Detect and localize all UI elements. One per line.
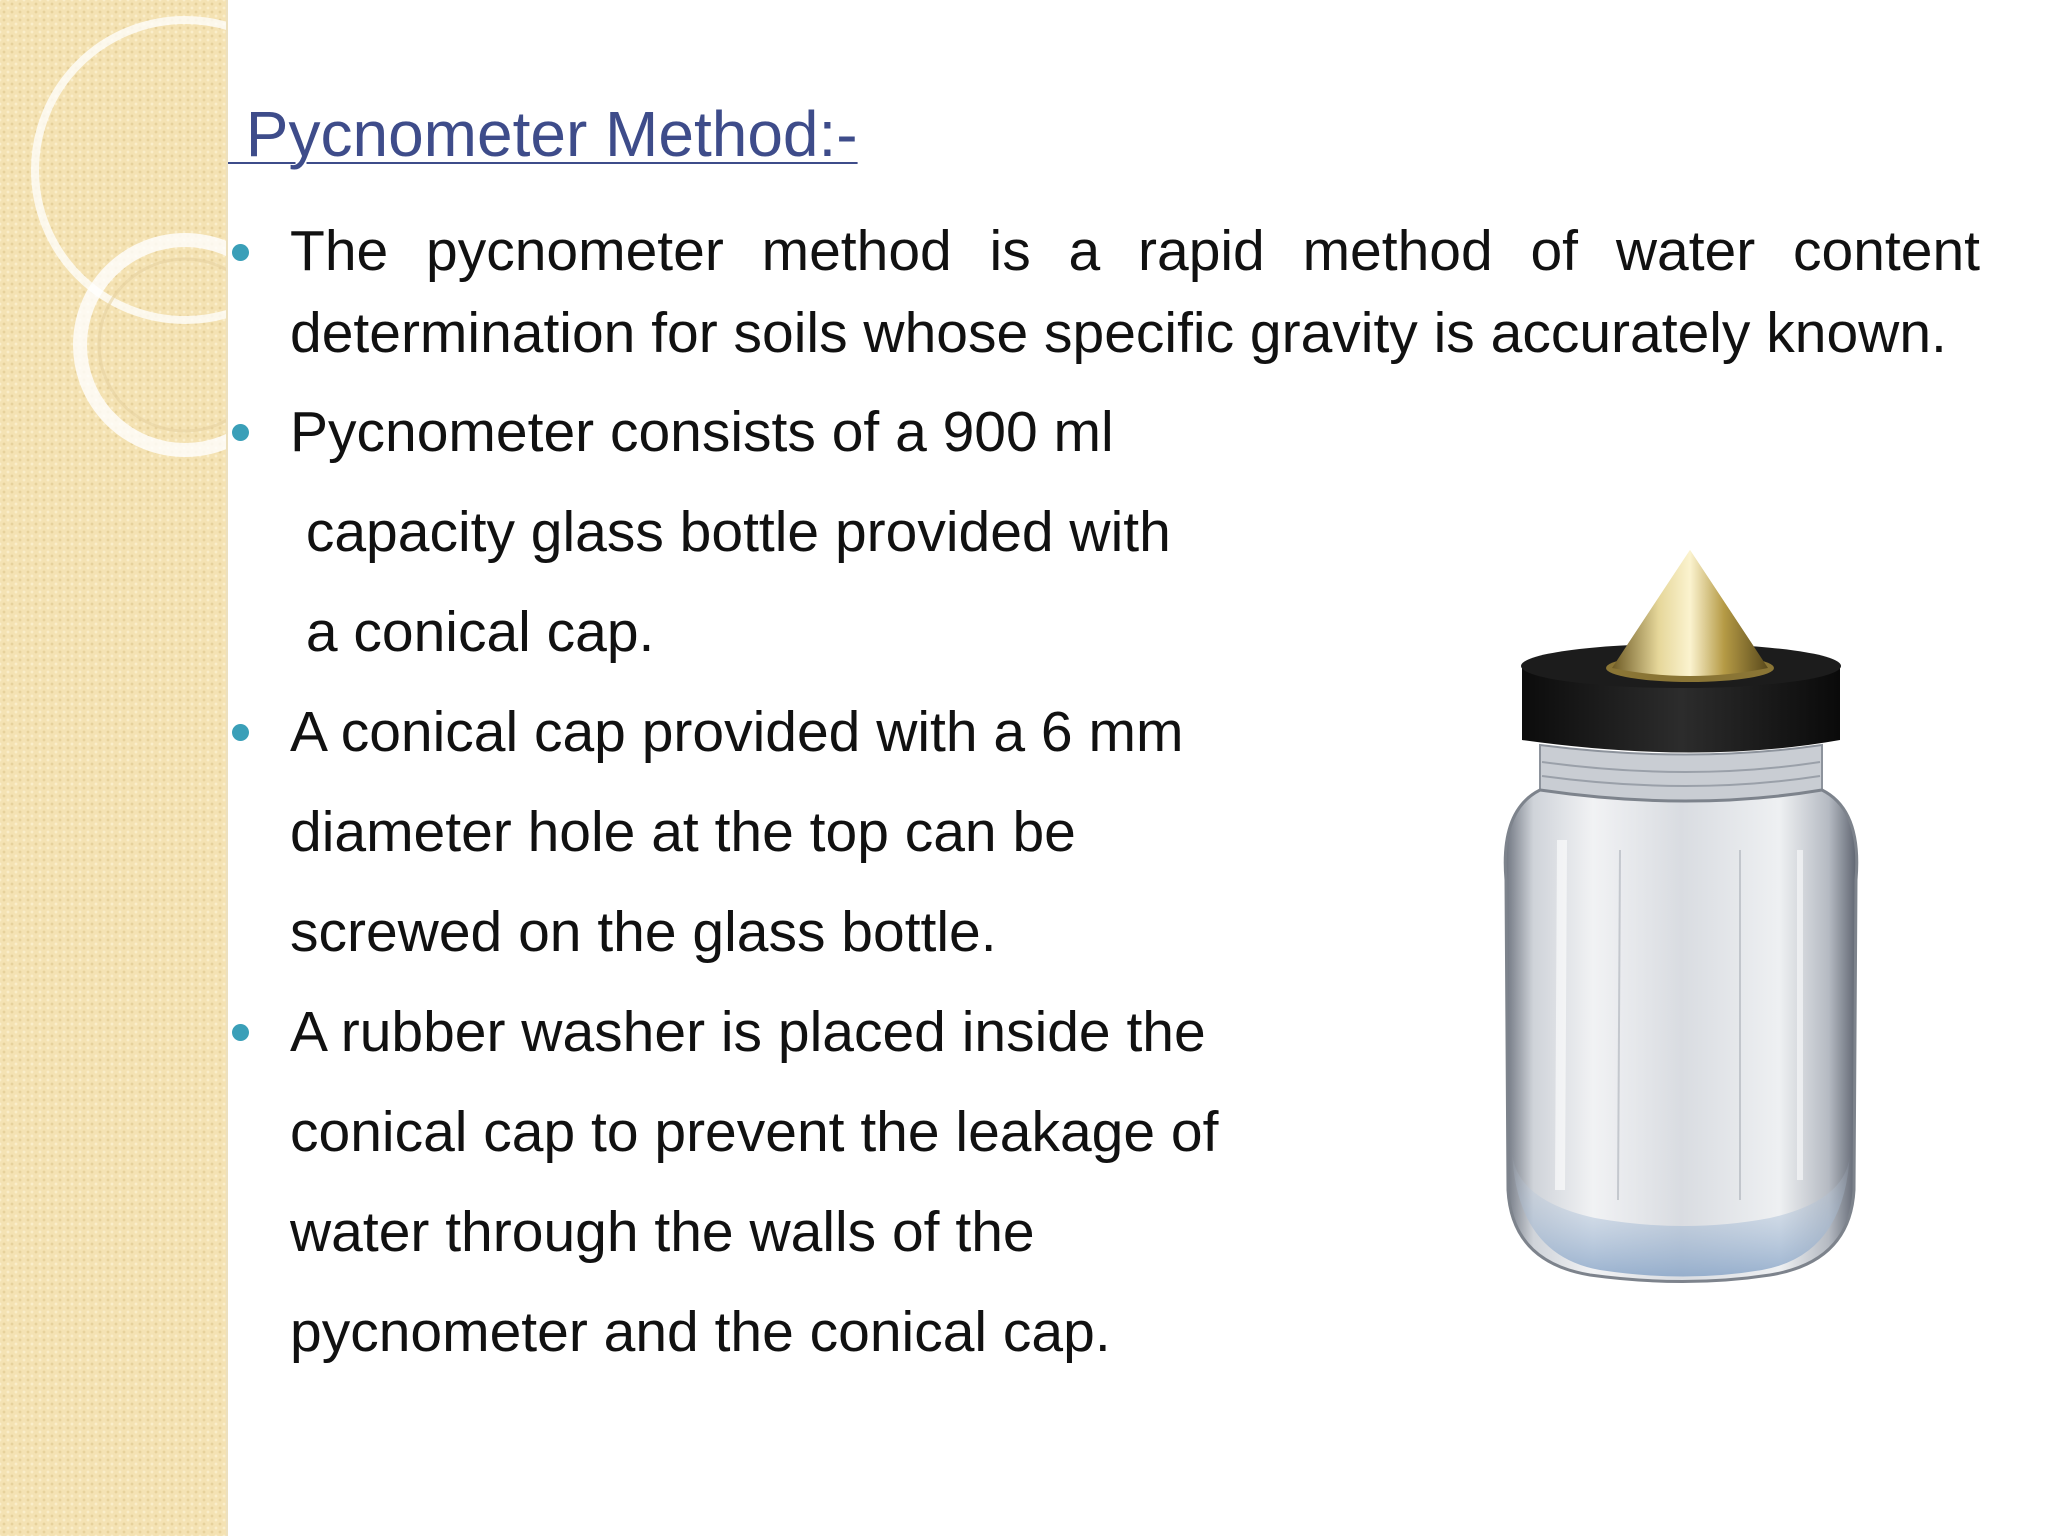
- bullet-4-line-2: conical cap to prevent the leakage of: [290, 1100, 1219, 1164]
- bullet-text-1: The pycnometer method is a rapid method of water content determination for soils whose specific gravity is accurately known.: [290, 219, 1980, 365]
- bullet-3-line-3: screwed on the glass bottle.: [290, 900, 997, 964]
- bullet-2-line-1: Pycnometer consists of a 900 ml: [290, 400, 1114, 464]
- bullet-2-line-2: capacity glass bottle provided with: [290, 500, 1171, 564]
- decorative-side-band: [0, 0, 228, 1536]
- bullet-item-1: [228, 210, 1980, 374]
- bullet-3-line-2: diameter hole at the top can be: [290, 800, 1076, 864]
- bullet-4-line-3: water through the walls of the: [290, 1200, 1035, 1264]
- bullet-4-line-1: A rubber washer is placed inside the: [290, 1000, 1206, 1064]
- bullet-dot-icon: [232, 1024, 249, 1041]
- bullet-dot-icon: [232, 424, 249, 441]
- bullet-4-line-4: pycnometer and the conical cap.: [290, 1300, 1111, 1364]
- pycnometer-jar-image: [1500, 550, 1900, 1290]
- decorative-rings: [0, 0, 226, 600]
- bullet-2-line-3: a conical cap.: [290, 600, 655, 664]
- bullet-dot-icon: [232, 724, 249, 741]
- bullet-dot-icon: [232, 244, 249, 261]
- slide-title: Pycnometer Method:-: [228, 98, 858, 170]
- bullet-3-line-1: A conical cap provided with a 6 mm: [290, 700, 1184, 764]
